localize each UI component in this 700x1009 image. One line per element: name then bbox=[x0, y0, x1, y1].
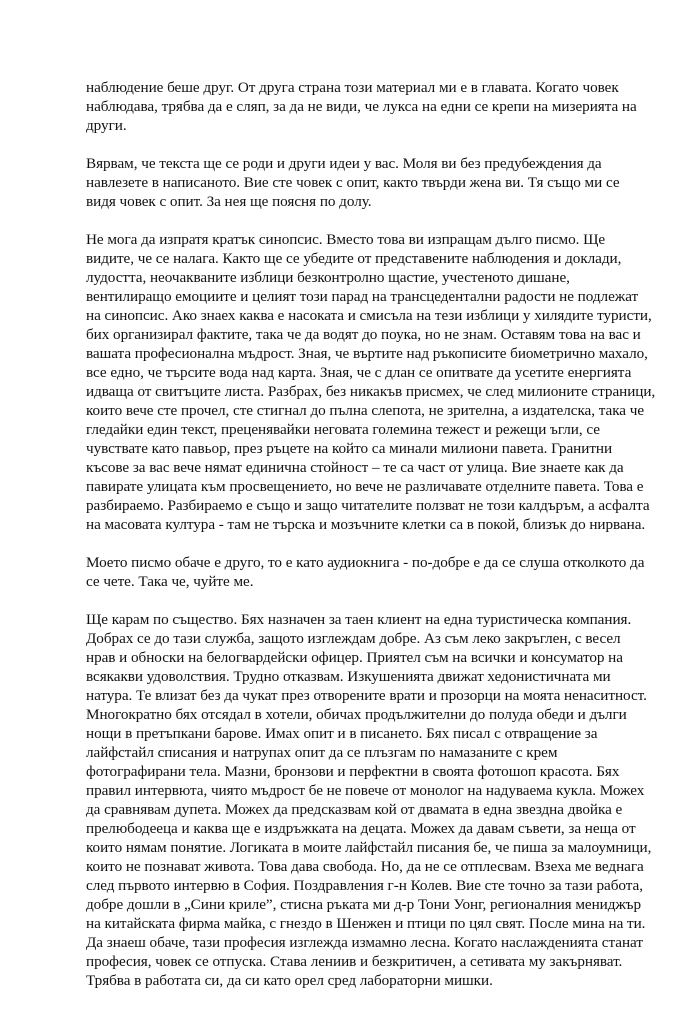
letter-body bbox=[86, 78, 666, 1009]
paragraph-1: наблюдение беше друг. От друга страна този материал ми е в главата. Когато човек наблюдава, трябва да е сляп, за да не види, че лукса на едни се крепи на мизерията на други. bbox=[86, 79, 637, 134]
paragraph-2: Вярвам, че текста ще се роди и други идеи у вас. Моля ви без предубеждения да навлезете в написаното. Вие сте човек с опит, както твърди жена ви. Тя също ми се видя човек с опит. За нея ще поясня по долу. bbox=[86, 155, 620, 210]
paragraph-3: Не мога да изпратя кратък синопсис. Вместо това ви изпращам дълго писмо. Ще видите, че се налага. Както ще се убедите от представените наблюдения и доклади, лудостта, неочакваните изблици безконтролно щастие, учестеното дишане, вентилиращо емоциите и целият този парад на трансцедентални радости не подлежат на синопсис. Ако знаех каква е насоката и смисъла на тези изблици у хилядите туристи, бих организирал фактите, така че да водят до поука, но не знам. Оставям това на вас и вашата професионална мъдрост. Зная, че въртите над ръкописите биометрично махало, все едно, че търсите вода над карта. Зная, че с длан се опитвате да усетите енергията идваща от свитъците листа. Разбрах, без никакъв присмех, че след милионите страници, които вече сте прочел, сте стигнал до пълна слепота, не зрителна, а издателска, така че гледайки един текст, преценявайки неговата големина тежест и режещи ъгли, се чувствате като павьор, през ръцете на който са минали милиони павета. Гранитни късове за вас вече нямат единична стойност – те са част от улица. Вие знаете как да павирате улицата към просвещението, но вече не различавате отделните павета. Това е разбираемо. Разбираемо е също и защо читателите ползват не този калдъръм, а асфалта на масовата култура - там не търска и мозъчните клетки са в покой, близък до нирвана. bbox=[86, 231, 656, 533]
paragraph-5: Ще карам по същество. Бях назначен за таен клиент на една туристическа компания. Добрах се до тази служба, защото изглеждам добре. Аз съм леко закръглен, с весел нрав и обноски на белогвардейски офицер. Приятел съм на всички и консуматор на всякакви удоволствия. Трудно отказвам. Изкушенията движат хедонистичната ми натура. Те влизат без да чукат през отворените врати и прозорци на моята ненаситност. Многократно бях отсядал в хотели, обичах продължителни до полуда обеди и дълги нощи в претъпкани барове. Имах опит и в писането. Бях писал с отвращение за лайфстайл списания и натрупах опит да се плъзгам по намазаните с крем фотографирани тела. Мазни, бронзови и перфектни в своята фотошоп красота. Бях правил интервюта, чиято мъдрост бе не повече от монолог на надуваема кукла. Можех да сравнявам дупета. Можех да предсказвам кой от двамата в една звездна двойка е прелюбодееца и каква ще е издръжката на децата. Можех да давам съвети, за неща от които нямам понятие. Логиката в моите лайфстайл писания бе, че пиша за малоумници, които не познават живота. Това дава свобода. Но, да не се отплесвам. Взеха ме веднага след първото интервю в София. Поздравления г-н Колев. Вие сте точно за тази работа, добре дошли в „Сини криле”, стисна ръката ми д-р Тони Уонг, регионалния мениджър на китайската фирма майка, с гнездо в Шенжен и птици по цял свят. После мина на ти. Да знаеш обаче, тази професия изглежда измамно лесна. Когато наслажденията станат професия, човек се отпуска. Става лениив и безкритичен, а сетивата му закърняват. Трябва в работата си, да си като орел сред лабораторни мишки. bbox=[86, 611, 652, 989]
paragraph-4: Моето писмо обаче е друго, то е като аудиокнига - по-добре е да се слуша отколкото да се чете. Така че, чуйте ме. bbox=[86, 554, 645, 590]
